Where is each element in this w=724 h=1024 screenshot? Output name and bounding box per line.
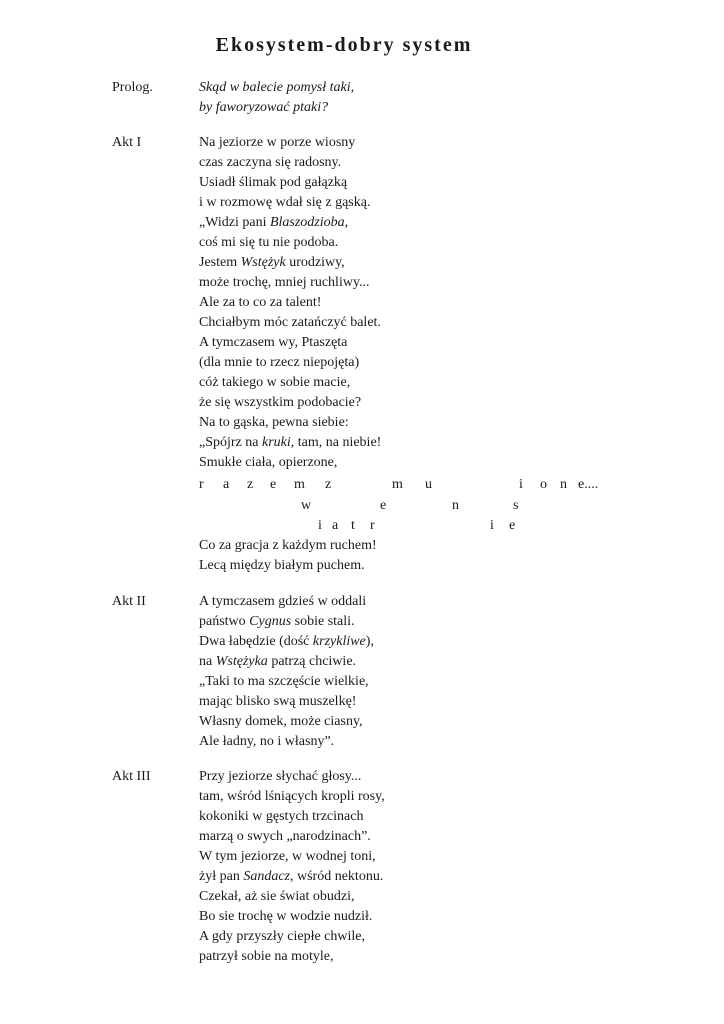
verse-line: Własny domek, może ciasny,: [199, 714, 363, 729]
verse-line: Skąd w balecie pomysł taki,: [199, 80, 355, 95]
verse-line: Usiadł ślimak pod gałązką: [199, 175, 348, 190]
verse-line: A tymczasem wy, Ptaszęta: [199, 335, 348, 350]
page-title: Ekosystem-dobry system: [215, 34, 473, 56]
verse-line: marzą o swych „narodzinach”.: [199, 829, 371, 844]
section-label-akt2: Akt II: [112, 594, 146, 609]
scattered-letters-row-3: i a t r i e: [318, 518, 516, 533]
verse-line: Co za gracja z każdym ruchem!: [199, 538, 377, 553]
verse-line: patrzył sobie na motyle,: [199, 949, 334, 964]
section-label-akt1: Akt I: [112, 135, 142, 150]
verse-line: kokoniki w gęstych trzcinach: [199, 809, 364, 824]
verse-line: Lecą między białym puchem.: [199, 558, 365, 573]
verse-line: Ale za to co za talent!: [199, 295, 322, 310]
verse-line: na Wstężyka patrzą chciwie.: [199, 654, 357, 669]
verse-line: „Spójrz na kruki, tam, na niebie!: [199, 435, 382, 450]
verse-line: (dla mnie to rzecz niepojęta): [199, 355, 360, 370]
verse-line: Dwa łabędzie (dość krzykliwe),: [199, 634, 374, 649]
scattered-letters-row-2: w e n s: [301, 498, 519, 513]
verse-line: Jestem Wstężyk urodziwy,: [199, 255, 345, 270]
verse-line: W tym jeziorze, w wodnej toni,: [199, 849, 376, 864]
verse-line: mając blisko swą muszelkę!: [199, 694, 357, 709]
verse-line: Bo sie trochę w wodzie nudził.: [199, 909, 373, 924]
verse-line: Na jeziorze w porze wiosny: [199, 135, 356, 150]
verse-line: Smukłe ciała, opierzone,: [199, 455, 338, 470]
verse-line: żył pan Sandacz, wśród nektonu.: [199, 869, 384, 884]
verse-line: czas zaczyna się radosny.: [199, 155, 342, 170]
verse-line: A tymczasem gdzieś w oddali: [199, 594, 367, 609]
scattered-letters-row-1: r a z e m z m u i o n e....: [199, 477, 599, 492]
verse-line: „Widzi pani Blaszodzioba,: [199, 215, 349, 230]
verse-line: by faworyzować ptaki?: [199, 100, 329, 115]
verse-line: Na to gąska, pewna siebie:: [199, 415, 349, 430]
verse-line: A gdy przyszły ciepłe chwile,: [199, 929, 366, 944]
verse-line: że się wszystkim podobacie?: [199, 395, 362, 410]
section-label-prolog: Prolog.: [112, 80, 153, 95]
verse-line: Przy jeziorze słychać głosy...: [199, 769, 362, 784]
verse-line: „Taki to ma szczęście wielkie,: [199, 674, 369, 689]
verse-line: i w rozmowę wdał się z gąską.: [199, 195, 371, 210]
verse-line: może trochę, mniej ruchliwy...: [199, 275, 370, 290]
verse-line: tam, wśród lśniących kropli rosy,: [199, 789, 385, 804]
section-label-akt3: Akt III: [112, 769, 151, 784]
verse-line: cóż takiego w sobie macie,: [199, 375, 351, 390]
verse-line: państwo Cygnus sobie stali.: [199, 614, 355, 629]
verse-line: Chciałbym móc zatańczyć balet.: [199, 315, 381, 330]
verse-line: Czekał, aż sie świat obudzi,: [199, 889, 355, 904]
verse-line: Ale ładny, no i własny”.: [199, 734, 335, 749]
verse-line: coś mi się tu nie podoba.: [199, 235, 339, 250]
